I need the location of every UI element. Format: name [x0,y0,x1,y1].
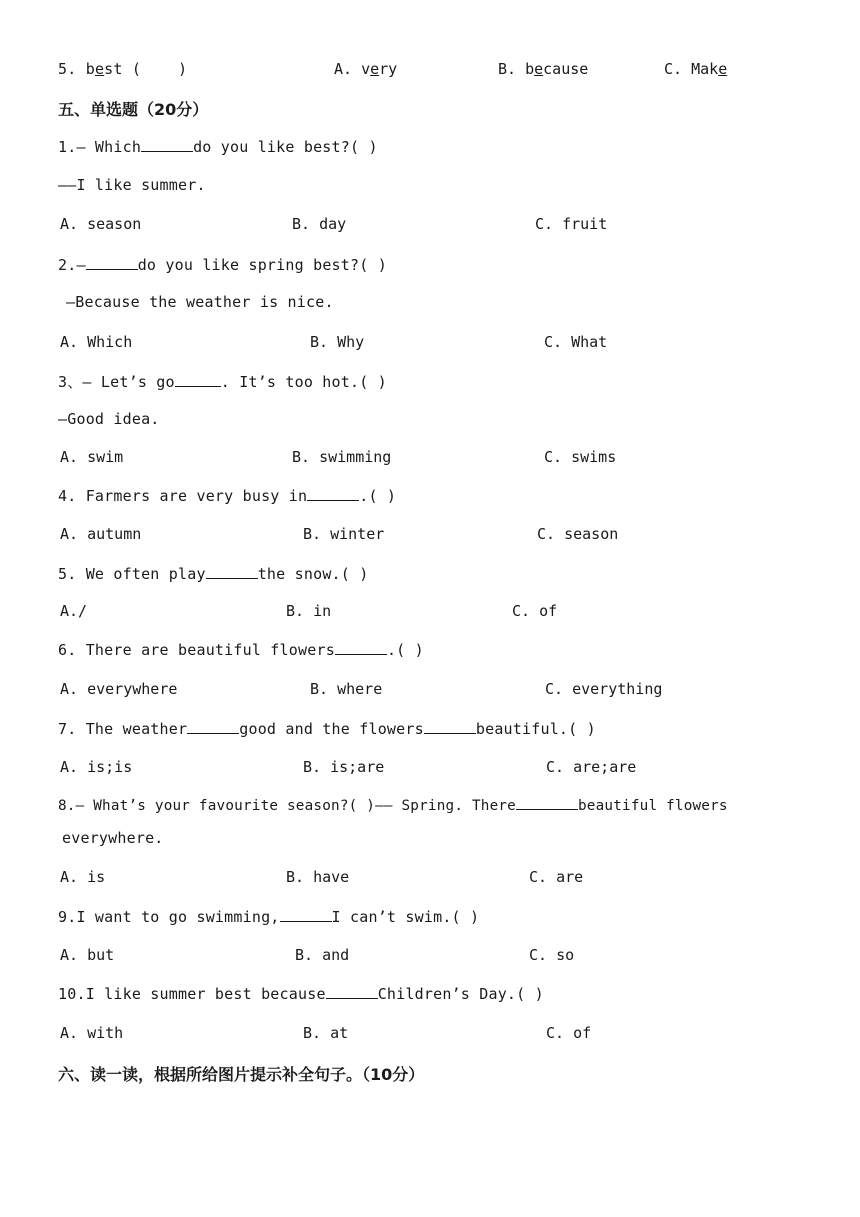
question-dialogue: —Because the weather is nice. [66,293,334,311]
stem-text: st ( [104,60,142,78]
option-b: B. in [286,602,332,620]
question-stem [58,795,728,814]
answer-blank [335,640,387,655]
answer-blank [516,795,578,810]
option-a: A. season [60,215,142,233]
option-b: B. winter [303,525,385,543]
option-c: C. season [537,525,619,543]
option-a: A. autumn [60,525,142,543]
answer-blank [175,372,221,387]
option-a: A. is;is [60,758,133,776]
option-b: B. Why [310,333,365,351]
stem-text: 3、— Let’s go [58,373,175,391]
option-c: C. swims [544,448,617,466]
answer-blank [424,719,476,734]
option-c: C. everything [545,680,663,698]
option-text: A. v [334,60,371,78]
question-dialogue: —Good idea. [58,410,160,428]
prev-option-a [334,60,397,78]
stem-text: .( ) [359,487,397,505]
option-text: C. Mak [664,60,719,78]
option-c: C. What [544,333,608,351]
stem-paren: ) [178,60,188,78]
prev-option-c [664,60,727,78]
option-b: B. is;are [303,758,385,776]
stem-text: 5. b [58,60,95,78]
answer-blank [86,255,138,270]
option-a: A. Which [60,333,133,351]
stem-text: Children’s Day.( ) [377,985,544,1003]
option-c: C. fruit [535,215,608,233]
prev-question-stem [58,60,187,78]
stem-text: good and the flowers [239,720,424,738]
option-a: A. is [60,868,106,886]
section-heading: 五、单选题（20分） [58,100,209,119]
question-stem [58,640,424,659]
question-stem [58,564,368,583]
question-stem [58,255,387,274]
stem-text: 7. The weather [58,720,188,738]
stem-text: 5. We often play [58,565,206,583]
stem-text: 8.— What’s your favourite season?( )—— Spring. There [58,798,516,814]
option-a: A. everywhere [60,680,178,698]
stem-text: 10.I like summer best because [58,985,326,1003]
option-text: ry [379,60,398,78]
option-b: B. swimming [292,448,392,466]
answer-blank [280,907,332,922]
option-c: C. of [546,1024,592,1042]
question-stem [58,719,596,738]
question-continuation: everywhere. [62,829,164,847]
answer-blank [187,719,239,734]
question-stem [58,371,387,392]
question-stem [58,137,378,156]
stem-text: 4. Farmers are very busy in [58,487,308,505]
answer-blank [307,486,359,501]
option-text: B. b [498,60,535,78]
stem-text: beautiful.( ) [475,720,596,738]
stem-text: 1.— Which [58,138,142,156]
option-b: B. where [310,680,383,698]
option-a: A. with [60,1024,124,1042]
stem-text: 9.I want to go swimming, [58,908,280,926]
prev-option-b [498,60,588,78]
option-b: B. day [292,215,347,233]
option-text: cause [543,60,589,78]
option-underlined-letter: e [534,60,544,78]
option-c: C. are;are [546,758,637,776]
stem-text: do you like best?( ) [193,138,378,156]
option-a: A. swim [60,448,124,466]
option-b: B. have [286,868,350,886]
option-c: C. are [529,868,584,886]
stem-text: I can’t swim.( ) [331,908,480,926]
section-heading: 六、读一读，根据所给图片提示补全句子。（10分） [58,1065,425,1084]
stem-text: 6. There are beautiful flowers [58,641,335,659]
question-stem [58,486,396,505]
answer-blank [326,984,378,999]
stem-text: .( ) [386,641,424,659]
option-c: C. of [512,602,558,620]
option-a: A. but [60,946,115,964]
option-c: C. so [529,946,575,964]
stem-text: the snow.( ) [257,565,369,583]
stem-text: beautiful flowers [578,798,728,814]
option-underlined-letter: e [718,60,728,78]
option-b: B. and [295,946,350,964]
option-underlined-letter: e [370,60,380,78]
option-b: B. at [303,1024,349,1042]
stem-text: 2.— [58,256,86,274]
question-stem [58,984,544,1003]
stem-text: do you like spring best?( ) [137,256,387,274]
question-dialogue: ——I like summer. [58,176,206,194]
stem-underlined-letter: e [94,60,105,78]
answer-blank [141,137,193,152]
stem-text: . It’s too hot.( ) [220,373,387,391]
question-stem [58,907,479,926]
answer-blank [206,564,258,579]
option-a: A./ [60,602,88,620]
